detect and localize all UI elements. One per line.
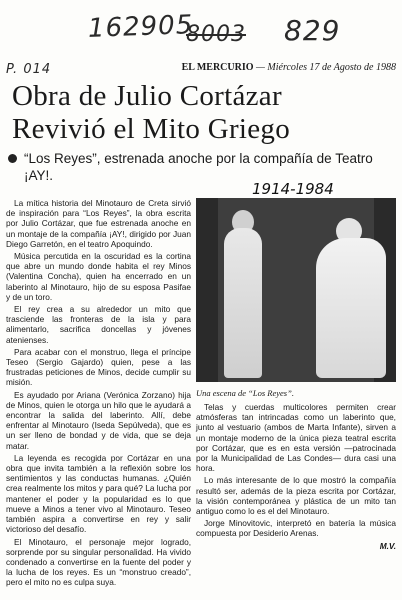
dateline: — Miércoles 17 de Agosto de 1988 bbox=[256, 62, 396, 73]
handwritten-photo-year: 1914-1984 bbox=[252, 180, 334, 198]
paragraph: Telas y cuerdas multicolores permiten crear atmósferas tan intrincadas como un laberinto que, junto al vestuario (ambos de Marta Infante), sirven a un montaje moderno de la única pieza teatral escrita por Cortázar, que es en esta versión —patrocinada por la Municipalidad de Las Condes— dura casi una hora. bbox=[196, 402, 396, 474]
paragraph: Para acabar con el monstruo, llega el príncipe Teseo (Sergio Gajardo) quien, pese a las frustradas peticiones de Minos, decide cumplir su misión. bbox=[6, 346, 191, 388]
headline-line-1: Obra de Julio Cortázar bbox=[12, 80, 282, 112]
newspaper-name: EL MERCURIO bbox=[181, 62, 254, 73]
bullet-icon bbox=[8, 154, 17, 163]
headline-line-2: Revivió el Mito Griego bbox=[12, 113, 291, 145]
paragraph: La mítica historia del Minotauro de Creta sirvió de inspiración para “Los Reyes”, la obra escrita por Julio Cortázar, que fue estrenada anoche en un montaje de la compañía ¡AY!, dirigido por Juan Diego Garretón, en el teatro Apoquindo. bbox=[6, 198, 191, 249]
paragraph: El rey crea a su alrededor un mito que trasciende las fronteras de la isla y para alimentarlo, sacrifica doncellas y jóvenes atenienses. bbox=[6, 304, 191, 345]
handwritten-page-code: P. 014 bbox=[6, 62, 52, 77]
paragraph: Es ayudado por Ariana (Verónica Zorzano) hija de Minos, quien le otorga un hilo que le ayudará a encontrar la salida del laberinto. Allí, debe enfrentar al Minotauro (Iseda Sepúlveda), que es un ser lleno de bondad y de vida, que se deja matar. bbox=[6, 389, 191, 451]
photo-caption: Una escena de “Los Reyes”. bbox=[196, 388, 294, 398]
actor-figure bbox=[224, 228, 262, 378]
handwritten-number-middle: 8003 bbox=[186, 22, 246, 47]
paragraph: Jorge Minovitovic, interpretó en batería la música compuesta por Desiderio Arenas. bbox=[196, 518, 396, 539]
subhead: “Los Reyes”, estrenada anoche por la compañía de Teatro ¡AY!. bbox=[24, 151, 373, 183]
photo-curtain-left bbox=[196, 198, 218, 382]
scene-photo bbox=[196, 198, 396, 382]
paragraph: La leyenda es recogida por Cortázar en una obra que invita también a la reflexión sobre los sentimientos y las conductas humanas. ¿Quién crea realmente los mitos y para qué? La lucha por mantener el poder y la popularidad es lo que mueve a Minos a tener vivo al Minotauro. Teseo también aspira a convertirse en rey y salir victorioso del desafío. bbox=[6, 452, 191, 535]
handwritten-number-right: 829 bbox=[284, 14, 341, 47]
article-column-left bbox=[6, 198, 191, 590]
masthead bbox=[136, 62, 396, 73]
handwritten-number-left: 162905 bbox=[87, 10, 194, 44]
article-column-right bbox=[196, 402, 396, 551]
paragraph: El Minotauro, el personaje mejor logrado, sorprende por su singular personalidad. Ha vivido condenado a convertirse en la fuente del poder y la lucha de los reyes. Es un “monstruo creado”, pero el mito no es culpa suya. bbox=[6, 536, 191, 588]
paragraph: Música percutida en la oscuridad es la cortina que abre un mundo donde habita el rey Minos (Valentina Concha), quien ha encerrado en un laberinto al Minotauro, hijo de su esposa Pasifae y de un toro. bbox=[6, 251, 191, 302]
author-signature: M.V. bbox=[379, 540, 396, 551]
headline bbox=[12, 80, 392, 146]
actor-figure bbox=[316, 238, 386, 378]
paragraph: Lo más interesante de lo que mostró la compañía resultó ser, además de la pieza escrita por Cortázar, la visión contemporánea y plástica de un mito tan antiguo como lo es el del Minotauro. bbox=[196, 475, 396, 517]
